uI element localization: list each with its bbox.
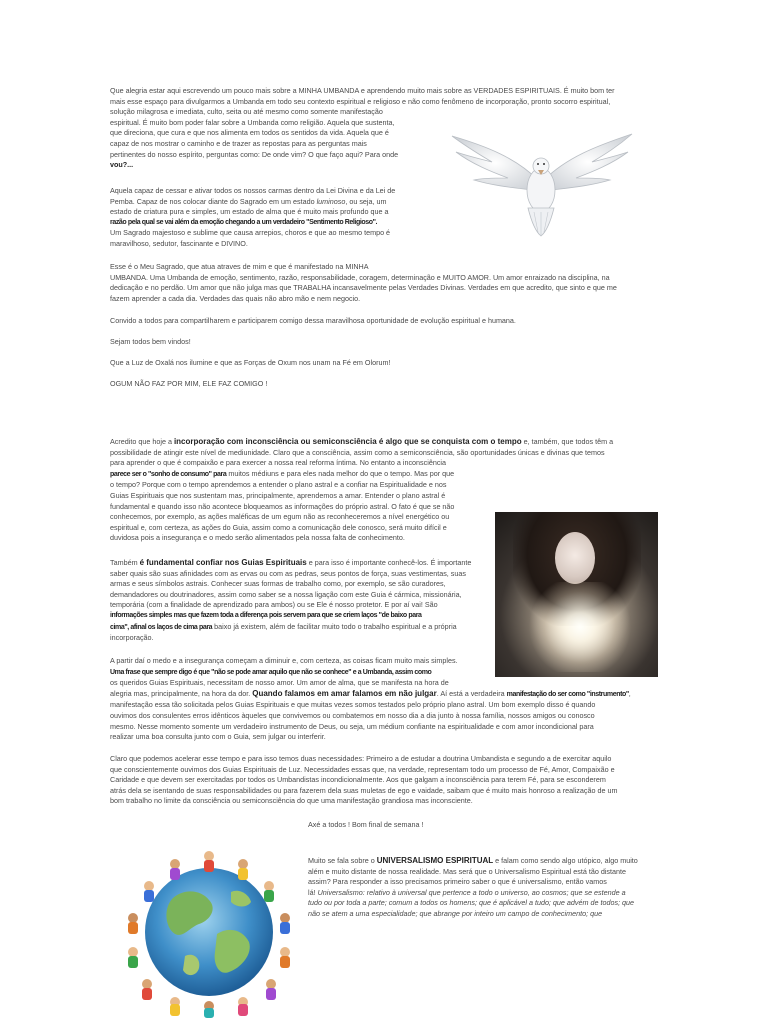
text-line: possibilidade de atingir este nível de mediunidade. Claro que a consciência, assim como a semiconsciência, são oportunidades únicas e divinas que temos xyxy=(110,447,605,457)
text-line: espiritual e, com certeza, as ações do Guia, assim como a comunicação dele conosco, será muito difícil e xyxy=(110,522,447,532)
blessing-line: Que a Luz de Oxalá nos ilumine e que as Forças de Oxum nos unam na Fé em Olorum! xyxy=(110,358,391,367)
text-line: fundamental e quando isso não acontece bloqueamos as informações do próprio astral. O fato é que se não xyxy=(110,501,455,511)
text-line: fazem aprender a cada dia. Verdades das quais não abro mão e nem negocio. xyxy=(110,293,361,303)
universalism-paragraph xyxy=(308,856,658,920)
text-line: armas e seus símbolos astrais. Conhecer suas formas de trabalho como, por exemplo, se são curadores, xyxy=(110,579,446,589)
text-span: , xyxy=(628,688,631,698)
bold-text: UNIVERSALISMO ESPIRITUAL xyxy=(376,856,494,865)
text-line: conhecemos, por exemplo, as ações maléficas de um egum não as reconheceremos a nível energético ou xyxy=(110,512,450,522)
text-line: realizar uma boa consulta junto com o Guia, sem julgar ou interferir. xyxy=(110,732,326,742)
text-line: vou?... xyxy=(110,160,134,170)
text-line: solução milagrosa e imediata, culto, seita ou até mesmo como somente manifestação xyxy=(110,107,383,117)
text-line: estado de criatura pura e simples, um estado de alma que é muito mais profundo que a xyxy=(110,207,389,217)
sacred-paragraph xyxy=(110,186,430,250)
text-line: bom trabalho no limite da consciência ou semiconsciência do que uma manifestação grandiosa mas inconsciente. xyxy=(110,796,473,806)
highlight-text: manifestação do ser como "instrumento" xyxy=(506,690,629,698)
white-dove-image xyxy=(446,128,636,240)
bold-text: Quando falamos em amar falamos em não julgar xyxy=(252,688,437,698)
guides-paragraph xyxy=(110,558,493,644)
text-line: mesmo. Nesse momento somente um verdadeiro instrumento de Deus, ou seja, um médium confiante na espiritualidade e com amor incondicional para xyxy=(110,721,594,731)
text-line: os queridos Guias Espirituais, necessitam de nosso amor. Um amor de alma, que se manifesta na hora de xyxy=(110,678,449,688)
text-line: A partir daí o medo e a insegurança começam a diminuir e, com certeza, as coisas ficam muito mais simples. xyxy=(110,656,458,665)
text-line: Um Sagrado majestoso e sublime que causa arrepios, choros e que ao mesmo tempo é xyxy=(110,228,391,238)
text-line: não se atem a uma especialidade; que abrange por inteiro um campo de conhecimento; que xyxy=(308,908,603,918)
text-line: atrás dela se isentando de suas responsabilidades ou para fazerem dela suas muletas de ego e vaidade, saibam que é muito mais honroso a realização de um xyxy=(110,785,618,795)
text-line xyxy=(110,558,493,569)
text-line: para aprender o que é compaixão e para exercer a nossa real reforma íntima. No entanto a inconsciência xyxy=(110,458,447,468)
woman-with-light-image xyxy=(495,512,658,677)
text-span: Muito se fala sobre o xyxy=(308,856,377,865)
text-span: alegria mas, principalmente, na hora da dor. xyxy=(110,688,253,698)
welcome-line: Sejam todos bem vindos! xyxy=(110,337,191,346)
text-span: . Aí está a verdadeira xyxy=(436,688,507,698)
text-line: Aquela capaz de cessar e ativar todos os nossos carmas dentro da Lei Divina e da Lei de xyxy=(110,186,396,195)
invite-line: Convido a todos para compartilharem e participarem comigo dessa maravilhosa oportunidade de evolução espiritual e humana. xyxy=(110,316,516,325)
text-span: e, também, que todos têm a xyxy=(521,437,614,446)
my-sacred-paragraph xyxy=(110,262,658,304)
text-line: assim? Para responder a isso precisamos primeiro saber o que é universalismo, então vamos xyxy=(308,877,607,887)
text-line xyxy=(110,197,430,208)
highlight-text: parece ser o "sonho de consumo" para xyxy=(110,470,227,478)
text-line: Guias Espirituais que nos sustentam mas, principalmente, aprendemos a amar. Entender o plano astral é xyxy=(110,490,446,500)
text-line: saber quais são suas afinidades com as ervas ou com as pedras, seus pontos de força, suas vestimentas, suas xyxy=(110,568,466,578)
text-line: espiritual. É muito bom poder falar sobre a Umbanda como religião. Aquela que sustenta, xyxy=(110,117,395,127)
sign-off: Axé a todos ! Bom final de semana ! xyxy=(308,820,424,829)
text-line xyxy=(110,689,658,701)
highlight-text: Uma frase que sempre digo é que "não se pode amar aquilo que não se conhece" e a Umbanda, assim como xyxy=(110,668,432,676)
text-line: Claro que podemos acelerar esse tempo e para isso temos duas necessidades: Primeiro a de estudar a doutrina Umbandista e segundo a de exercitar aquilo xyxy=(110,754,612,763)
text-line: Caridade e que devem ser exercitadas por todos os Umbandistas incondicionalmente. Aos que galgam a inconsciência para terem Fé, para se esconderem xyxy=(110,775,606,785)
text-span: , ou seja, um xyxy=(345,196,387,206)
globe-children-image xyxy=(113,838,305,1020)
text-line: Que alegria estar aqui escrevendo um pouco mais sobre a MINHA UMBANDA e aprendendo muito mais sobre as VERDADES ESPIRITUAIS. É muito bom ter xyxy=(110,86,615,95)
text-span: e falam como sendo algo utópico, algo muito xyxy=(493,856,638,865)
text-line: manifestação essa tão solicitada pelos Guias Espirituais e que muitas vezes somos testados pelo próprio plano astral. Um bom exemplo disso é quando xyxy=(110,700,596,710)
text-line: que direciona, que cura e que nos alimenta em todos os sentidos da vida. Aquela que é xyxy=(110,128,389,138)
text-line xyxy=(308,888,658,899)
text-line: pertinentes do nosso espírito, perguntas como: De onde vim? O que faço aqui? Para onde xyxy=(110,149,399,159)
text-line: dedicação e no perdão. Um amor que não julga mas que TRABALHA incansavelmente pelas Verdades Divinas. Verdades em que acredito, que sinto e que me xyxy=(110,283,617,293)
text-line xyxy=(110,622,493,634)
ogum-line: OGUM NÃO FAZ POR MIM, ELE FAZ COMIGO ! xyxy=(110,379,268,388)
text-line: ouvimos dos consulentes erros idênticos àqueles que convivemos ou combatemos em nosso dia a dia junto à nossa família, nossos amigos ou conosco xyxy=(110,710,595,720)
text-line: Esse é o Meu Sagrado, que atua atraves de mim e que é manifestado na MINHA xyxy=(110,262,369,271)
highlight-line: razão pela qual se vai além da emoção chegando a um verdadeiro "Sentimento Religioso". xyxy=(110,218,378,226)
text-line: maravilhoso, sedutor, fascinante e DIVINO. xyxy=(110,238,248,248)
text-span: baixo já existem, além de facilitar muito todo o trabalho espiritual e a própria xyxy=(212,621,457,631)
face-shape xyxy=(555,532,595,584)
text-line xyxy=(308,856,658,867)
text-line xyxy=(110,667,493,679)
text-line: mais esse espaço para divulgarmos a Umbanda em todo seu contexto espiritual e religioso e não como fenômeno de incorporação, pronto socorro espiritual, xyxy=(110,96,611,106)
text-line: além e muito distante de nossa realidade. Mas será que o Universalismo Espiritual está tão distante xyxy=(308,866,627,876)
time-paragraph xyxy=(110,754,658,807)
highlight-line: informações simples mas que fazem toda a diferença pois servem para que se criem laços "de baixo para xyxy=(110,611,422,619)
text-span: lá! xyxy=(308,887,318,897)
text-span: Também xyxy=(110,558,140,567)
text-line: duvidosa pois a insegurança e o medo serão alimentados pela nossa falta de conhecimento. xyxy=(110,533,405,543)
text-line: temporária (com a finalidade de aprendizado para ambos) ou se Ele é nosso protetor. E por aí vai! São xyxy=(110,600,438,610)
text-span: Pemba. Capaz de nos colocar diante do Sagrado em um estado xyxy=(110,196,317,206)
bold-text: incorporação com inconsciência ou semiconsciência é algo que se conquista com o tempo xyxy=(173,437,522,446)
love-paragraph xyxy=(110,656,658,743)
text-line: capaz de nos mostrar o caminho e de trazer as repostas para as perguntas mais xyxy=(110,138,367,148)
italic-text: Universalismo: relativo à universal que pertence a todo o universo, ao cosmos; que se estende a xyxy=(317,887,626,897)
text-line xyxy=(110,469,493,481)
text-line: o tempo? Porque com o tempo aprendemos a entender o plano astral e a confiar na Espiritualidade e nos xyxy=(110,480,447,490)
highlight-text: cima", afinal os laços de cima para xyxy=(110,623,213,631)
text-line: incorporação. xyxy=(110,633,154,643)
text-span: Acredito que hoje a xyxy=(110,437,174,446)
text-line xyxy=(110,437,658,448)
text-span: e para isso é importante conhecê-los. É importante xyxy=(306,558,472,567)
bold-text: é fundamental confiar nos Guias Espirituais xyxy=(139,558,307,567)
emphasis-text: luminoso xyxy=(316,196,346,206)
text-line: tudo ou por toda a parte; comum a todos os homens; que é aplicável a tudo; que advém de todos; que xyxy=(308,898,635,908)
text-span: muitos médiuns e para eles nada melhor do que o tempo. Mas por que xyxy=(226,468,455,478)
text-line: UMBANDA. Uma Umbanda de emoção, sentimento, razão, responsabilidade, coragem, determinação e MUITO AMOR. Um amor enraizado na disciplina, na xyxy=(110,272,610,282)
text-line: que conscientemente ouvimos dos Guias Espirituais de Luz. Necessidades essas que, na verdade, representam todo um processo de Fé, Amor, Compaixão e xyxy=(110,764,615,774)
text-line: demandadores ou doutrinadores, assim como saber se a nossa ligação com este Guia é cármica, missionária, xyxy=(110,589,462,599)
